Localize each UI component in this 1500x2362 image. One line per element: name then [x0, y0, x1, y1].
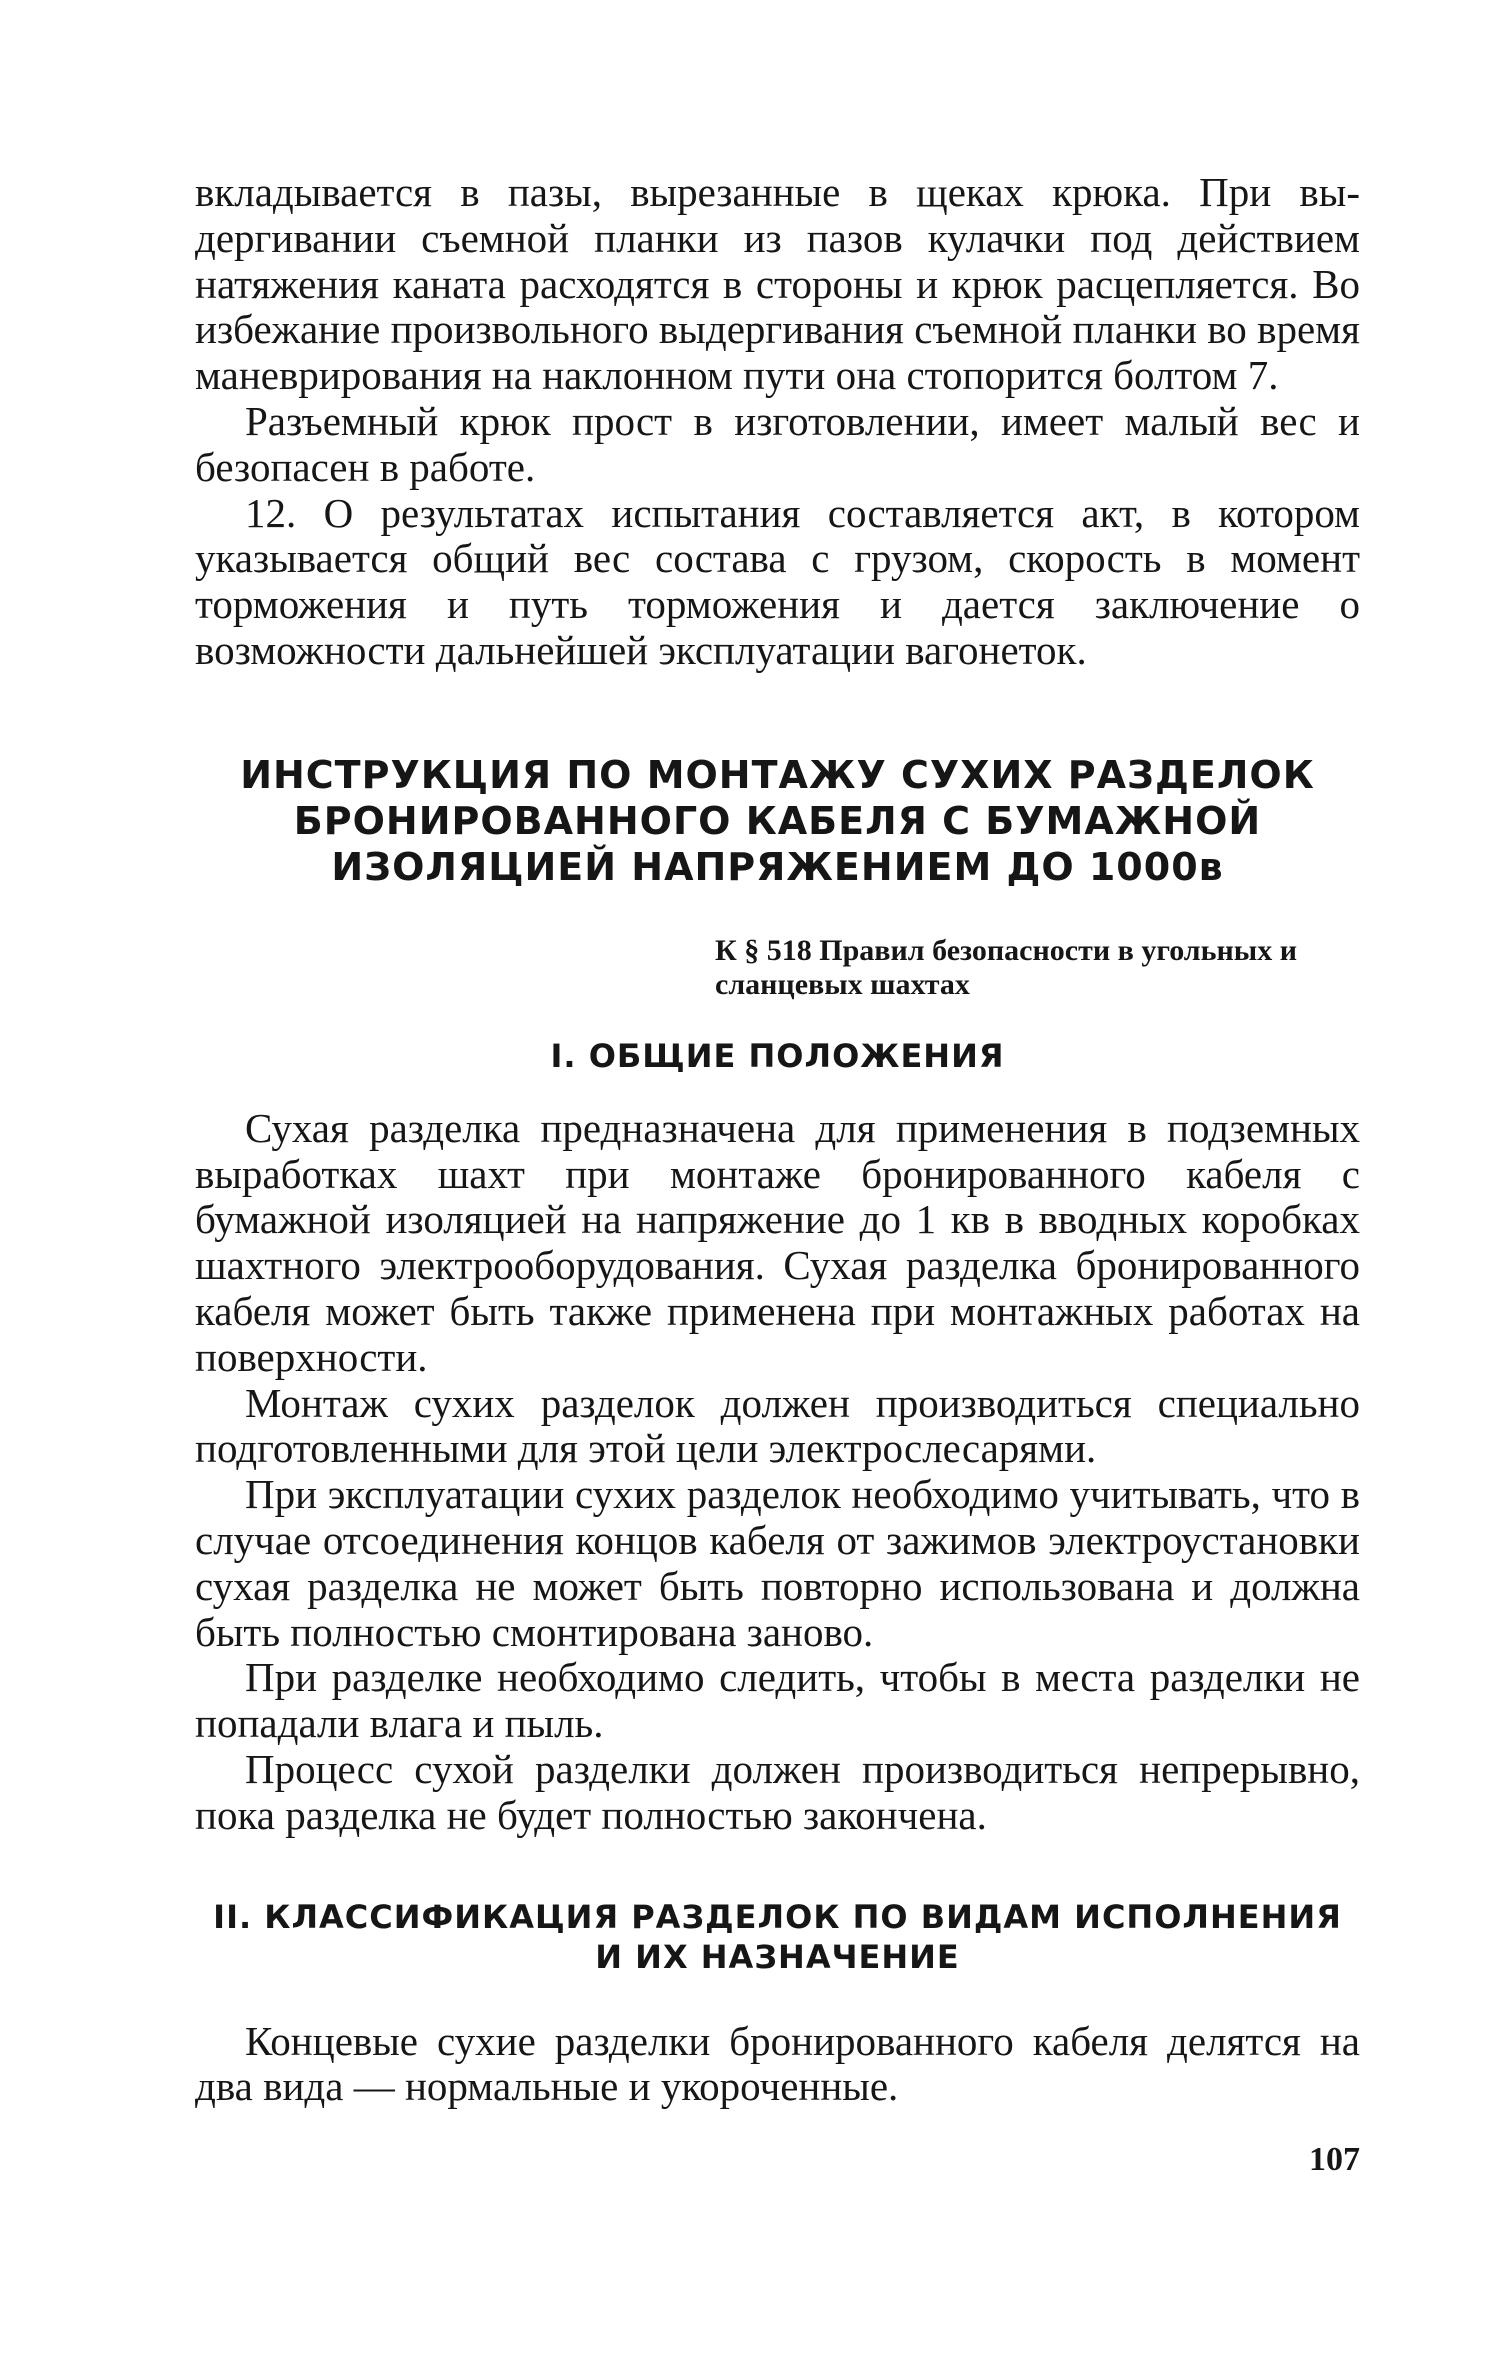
section-2-paragraph-1: Концевые сухие разделки бронированного кабеля делятся на два вида — нормальные и укороченные. [195, 2017, 1360, 2110]
page-number: 107 [1309, 2141, 1360, 2178]
intro-paragraph-2: Разъемный крюк прост в изготовлении, имеет малый вес и безопасен в работе. [195, 397, 1360, 490]
section-1-paragraph-3: При эксплуатации сухих разделок необходимо учитывать, что в случае отсоединения концов кабеля от зажимов электроустановки сухая разделка не может быть повторно использована и должна быть полностью смонтирована заново. [195, 1471, 1360, 1655]
section-1-heading: I. ОБЩИЕ ПОЛОЖЕНИЯ [550, 1036, 1005, 1075]
page-body [195, 170, 1360, 2110]
section-1-paragraph-1: Сухая разделка предназначена для применения в подземных выработках шахт при монтаже бронированного кабеля с бумажной изоляцией на напряжение до 1 кв в вводных коробках шахтного электрооборудования. Сухая разделка бронированного кабеля может быть также применена при монтажных работах на поверхности. [195, 1104, 1360, 1380]
section-2-heading: II. КЛАССИФИКАЦИЯ РАЗДЕЛОК ПО ВИДАМ ИСПОЛНЕНИЯ И ИХ НАЗНАЧЕНИЕ [213, 1897, 1342, 1976]
intro-paragraph-3: 12. О результатах испытания составляется акт, в котором указывается общий вес состава с грузом, скорость в момент торможения и путь торможения и дается заключение о возможности дальнейшей эксплуатации вагонеток. [195, 489, 1360, 673]
intro-paragraph-1: вкладывается в пазы, вырезанные в щеках крюка. При выдергивании съемной планки из пазов кулачки под действием натяжения каната расходятся в стороны и крюк расцепляется. Во избежание произвольного выдергивания съемной планки во время маневрирования на наклонном пути она стопорится болтом 7. [195, 169, 1360, 399]
main-heading: ИНСТРУКЦИЯ ПО МОНТАЖУ СУХИХ РАЗДЕЛОК БРОНИРОВАННОГО КАБЕЛЯ С БУМАЖНОЙ ИЗОЛЯЦИЕЙ НАПРЯЖЕНИЕМ ДО 1000в [240, 752, 1315, 889]
section-1-paragraph-2: Монтаж сухих разделок должен производиться специально подготовленными для этой цели электрослесарями. [195, 1379, 1360, 1472]
section-1-paragraph-4: При разделке необходимо следить, чтобы в места разделки не попадали влага и пыль. [195, 1654, 1360, 1747]
section-1-paragraph-5: Процесс сухой разделки должен производиться непрерывно, пока разделка не будет полностью закончена. [195, 1745, 1360, 1838]
epigraph: К § 518 Правил безопасности в угольных и сланцевых шахтах [715, 933, 1297, 1001]
